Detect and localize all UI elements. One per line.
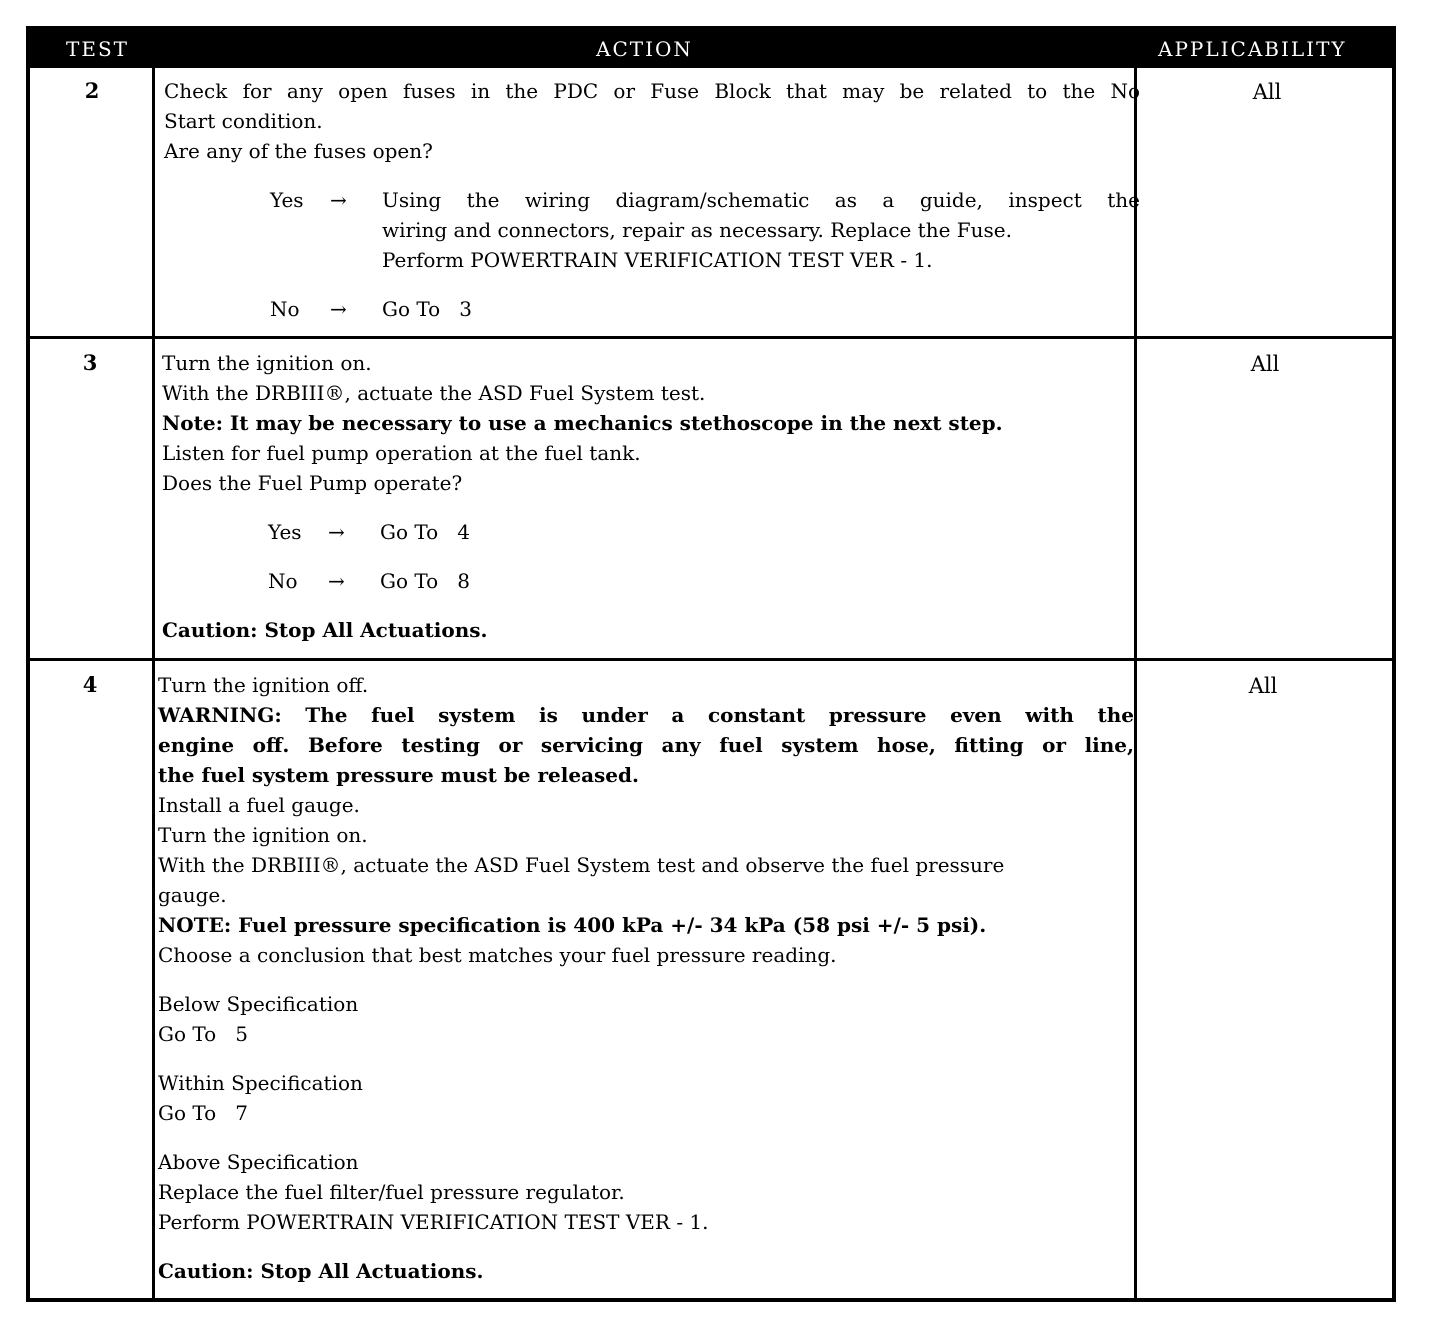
action-cell xyxy=(162,348,1138,645)
action-line: Listen for fuel pump operation at the fuel tank. xyxy=(162,441,641,465)
below-spec-goto: Go To 5 xyxy=(158,1022,248,1046)
arrow-icon: → xyxy=(328,520,345,544)
below-spec-label: Below Specification xyxy=(158,992,359,1016)
header-action: ACTION xyxy=(596,37,693,61)
no-text: Go To 3 xyxy=(382,297,472,321)
test-number: 2 xyxy=(84,78,100,103)
warning-text: the fuel system pressure must be released. xyxy=(158,763,639,787)
within-spec-label: Within Specification xyxy=(158,1071,363,1095)
row-divider xyxy=(30,658,1392,661)
action-line: Choose a conclusion that best matches your fuel pressure reading. xyxy=(158,943,837,967)
no-text: Go To 8 xyxy=(380,569,470,593)
applicability-value: All xyxy=(1252,80,1282,104)
arrow-icon: → xyxy=(330,297,347,321)
yes-text: Go To 4 xyxy=(380,520,470,544)
action-line: Start condition. xyxy=(164,109,323,133)
table-header xyxy=(30,30,1392,68)
yes-text: wiring and connectors, repair as necessary. Replace the Fuse. xyxy=(382,218,1012,242)
warning-text: engine off. Before testing or servicing any fuel system hose, fitting or line, xyxy=(158,733,1134,757)
column-divider xyxy=(152,30,155,1298)
action-line: Turn the ignition on. xyxy=(158,823,368,847)
diagnostic-table xyxy=(26,26,1396,1302)
applicability-value: All xyxy=(1248,674,1278,698)
action-line: With the DRBIII®, actuate the ASD Fuel System test. xyxy=(162,381,706,405)
action-cell xyxy=(164,76,1140,324)
action-line: Turn the ignition on. xyxy=(162,351,372,375)
test-number: 3 xyxy=(82,350,98,375)
above-spec-text: Replace the fuel filter/fuel pressure regulator. xyxy=(158,1180,625,1204)
no-option xyxy=(270,294,1140,324)
applicability-value: All xyxy=(1250,352,1280,376)
note-text: Note: It may be necessary to use a mechanics stethoscope in the next step. xyxy=(162,411,1003,435)
yes-label: Yes xyxy=(270,188,304,212)
no-label: No xyxy=(270,297,300,321)
test-number: 4 xyxy=(82,672,98,697)
action-line: gauge. xyxy=(158,883,227,907)
header-applicability: APPLICABILITY xyxy=(1158,37,1347,61)
action-line: Check for any open fuses in the PDC or Fuse Block that may be related to the No xyxy=(164,79,1140,103)
caution-text: Caution: Stop All Actuations. xyxy=(158,1259,484,1283)
row-divider xyxy=(30,336,1392,339)
warning-text: WARNING: The fuel system is under a constant pressure even with the xyxy=(158,703,1134,727)
action-line: Does the Fuel Pump operate? xyxy=(162,471,463,495)
arrow-icon: → xyxy=(330,188,347,212)
yes-text: Using the wiring diagram/schematic as a guide, inspect the xyxy=(382,188,1140,212)
no-option xyxy=(268,566,1138,596)
header-test: TEST xyxy=(66,37,129,61)
action-cell xyxy=(158,670,1134,1286)
above-spec-text: Perform POWERTRAIN VERIFICATION TEST VER - 1. xyxy=(158,1210,709,1234)
action-line: Turn the ignition off. xyxy=(158,673,369,697)
note-text: NOTE: Fuel pressure specification is 400 kPa +/- 34 kPa (58 psi +/- 5 psi). xyxy=(158,913,987,937)
yes-option xyxy=(270,185,1140,275)
arrow-icon: → xyxy=(328,569,345,593)
action-line: With the DRBIII®, actuate the ASD Fuel System test and observe the fuel pressure xyxy=(158,853,1005,877)
above-spec-label: Above Specification xyxy=(158,1150,359,1174)
action-line: Are any of the fuses open? xyxy=(164,139,433,163)
within-spec-goto: Go To 7 xyxy=(158,1101,248,1125)
yes-label: Yes xyxy=(268,520,302,544)
no-label: No xyxy=(268,569,298,593)
action-line: Install a fuel gauge. xyxy=(158,793,360,817)
yes-text: Perform POWERTRAIN VERIFICATION TEST VER - 1. xyxy=(382,248,933,272)
yes-option xyxy=(268,517,1138,547)
caution-text: Caution: Stop All Actuations. xyxy=(162,618,488,642)
